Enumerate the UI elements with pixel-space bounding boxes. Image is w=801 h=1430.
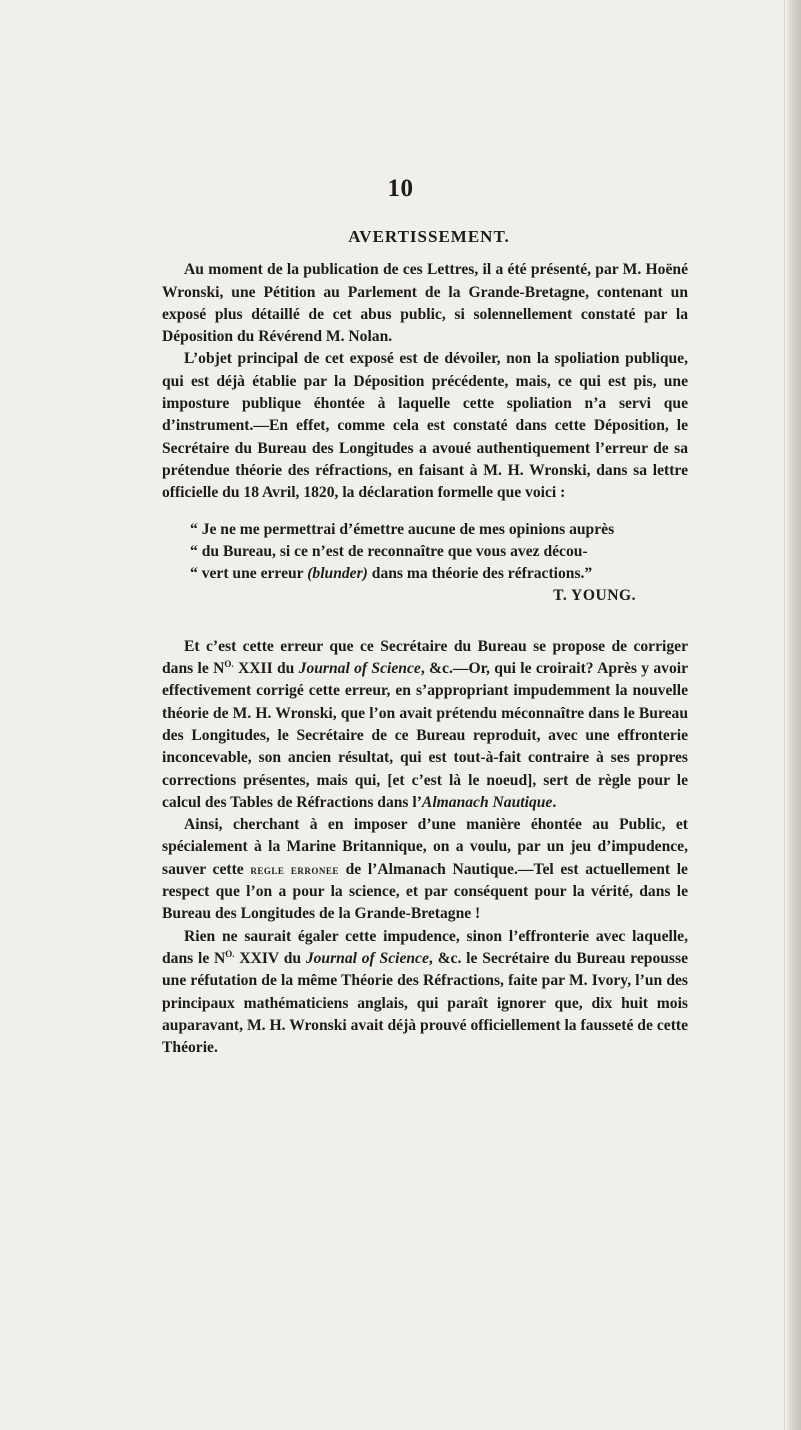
paragraph-3 [162, 636, 688, 814]
p5-text-a: Rien ne saurait égaler cette impudence, sinon l’effronterie avec laquelle, dans le N [162, 927, 688, 967]
quote-line-2: “ du Bureau, si ce n’est de reconnaître que vous avez décou- [190, 542, 588, 560]
paragraph-5 [162, 926, 688, 1060]
p5-journal-title: Journal of Science [305, 949, 429, 967]
p3-text-d: . [552, 793, 557, 811]
p3-almanach-title: Almanach Nautique [421, 793, 553, 811]
p5-sup: O. [225, 948, 235, 959]
p3-text-a: Et c’est cette erreur que ce Secrétaire du Bureau se propose de corriger dans le N [162, 637, 688, 678]
p3-sup: O. [224, 658, 234, 669]
quote-line-3-a: “ vert une erreur [190, 565, 308, 583]
p4-text-a: Ainsi, cherchant à en imposer d’une manière éhontée au Public, et spécialement à la Marine Britannique, on a voulu, par un jeu d’impudence, sauver cette [162, 816, 688, 878]
paragraph-2: L’objet principal de cet exposé est de dévoiler, non la spoliation publique, qui est déjà établie par la Déposition précédente, mais, ce qui est pis, une imposture publique éhontée à laquelle cette spoliation n’a servi que d’instrument.—En effet, comme cela est constaté dans cette Déposition, le Secrétaire du Bureau des Longitudes a avoué authentiquement l’erreur de sa prétendue théorie des réfractions, en faisant à M. H. Wronski, dans sa lettre officielle du 18 Avril, 1820, la déclaration formelle que voici : [162, 350, 688, 502]
paragraph-4 [162, 814, 688, 925]
quote-line-3 [162, 563, 688, 585]
p3-text-b: XXII du [233, 660, 299, 678]
quote-line-3-b: dans ma théorie des réfractions.” [367, 565, 593, 583]
paragraph-1: Au moment de la publication de ces Lettres, il a été présenté, par M. Hoëné Wronski, une Pétition au Parlement de la Grande-Bretagne, contenant un exposé plus détaillé de cet abus public, si solennellement constaté par la Déposition du Révérend M. Nolan. [162, 261, 688, 346]
quote-blunder: (blunder) [307, 565, 368, 583]
p3-journal-title: Journal of Science [298, 660, 421, 678]
p4-text-b: de l’Almanach Nautique.—Tel est actuellement le respect que l’on a pour la science, et par conséquent pour la vérité, dans le Bureau des Longitudes de la Grande-Bretagne ! [162, 860, 688, 923]
p3-text-c: , &c.—Or, qui le croirait? Après y avoir effectivement corrigé cette erreur, en s’appropriant impudemment la nouvelle théorie de M. H. Wronski, que l’on avait prétendu méconnaître dans le Bureau des Longitudes, le Secrétaire de ce Bureau reproduit, avec une effronterie inconcevable, son ancien résultat, qui est tout-à-fait contraire à ses propres corrections présentes, mais qui, [et c’est là le noeud], sert de règle pour le calcul des Tables de Réfractions dans l’ [162, 660, 689, 811]
gutter-line [784, 0, 785, 1430]
page-number: 10 [387, 175, 414, 202]
p4-smallcaps: regle erronee [250, 861, 339, 877]
section-heading: AVERTISSEMENT. [348, 227, 510, 246]
quote-signature: T. YOUNG. [553, 587, 636, 605]
p5-text-c: , &c. le Secrétaire du Bureau repousse une réfutation de la même Théorie des Réfractions, faite par M. Ivory, l’un des principaux mathématiciens anglais, qui paraît ignorer que, dix huit mois auparavant, M. H. Wronski avait déjà prouvé officiellement la fausseté de cette Théorie. [162, 949, 688, 1057]
p5-text-b: XXIV du [234, 949, 306, 967]
quote-line-1: “ Je ne me permettrai d’émettre aucune de mes opinions auprès [190, 520, 615, 538]
page-edge [787, 0, 801, 1430]
text-block [162, 226, 688, 1059]
